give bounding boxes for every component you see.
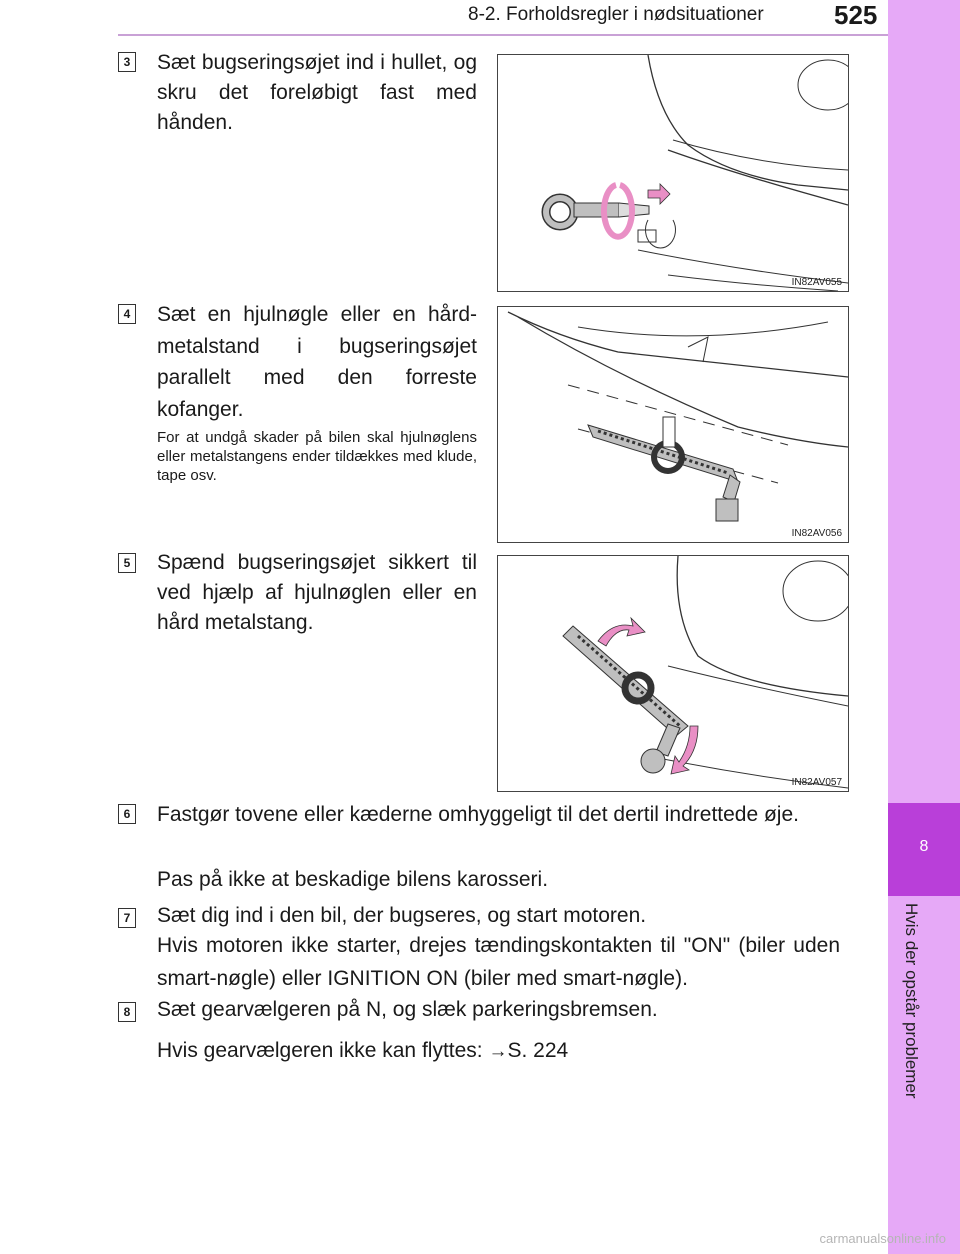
figure-code: IN82AV056 [791, 528, 842, 539]
tow-eye-insert-illustration [498, 55, 848, 291]
step-5-text: Spænd bugseringsøjet sikkert til ved hjælp af hjulnøglen eller en hård metalstang. [157, 551, 477, 634]
header-divider [118, 34, 888, 36]
figure-step-4 [497, 306, 849, 543]
page-reference-link[interactable]: S. 224 [507, 1039, 569, 1062]
step-4-text: Sæt en hjulnøgle eller en hård-metalstand i bugseringsøjet parallelt med den forreste kofanger. [157, 303, 477, 421]
step-6-extra: Pas på ikke at beskadige bilens karosseri. [157, 868, 549, 891]
step-4-note: For at undgå skader på bilen skal hjulnøglens eller metalstangens ender tildækkes med klude, tape osv. [157, 429, 477, 484]
tighten-tow-eye-illustration [498, 556, 848, 791]
step-number-3: 3 [118, 52, 136, 72]
step-number-7: 7 [118, 908, 136, 928]
step-number-4: 4 [118, 304, 136, 324]
section-title: 8-2. Forholdsregler i nødsituationer [468, 4, 764, 25]
step-8-text: Sæt gearvælgeren på N, og slæk parkeringsbremsen. [157, 998, 658, 1021]
wrench-in-tow-eye-illustration [498, 307, 848, 542]
step-7-text: Sæt dig ind i den bil, der bugseres, og start motoren. [157, 904, 647, 927]
figure-code: IN82AV055 [791, 277, 842, 288]
figure-step-3 [497, 54, 849, 292]
step-7-extra: Hvis motoren ikke starter, drejes tændingskontakten til "ON" (biler uden smart-nøgle) eller IGNITION ON (biler med smart-nøgle). [157, 934, 840, 990]
figure-step-5 [497, 555, 849, 792]
chapter-title: Hvis der opstår problemer [902, 903, 921, 1099]
step-8-extra-prefix: Hvis gearvælgeren ikke kan flyttes: [157, 1039, 483, 1062]
step-3-text: Sæt bugseringsøjet ind i hullet, og skru det foreløbigt fast med hånden. [157, 51, 477, 134]
page-number: 525 [834, 0, 878, 30]
step-number-6: 6 [118, 804, 136, 824]
step-6-text: Fastgør tovene eller kæderne omhyggeligt til det dertil indrettede øje. [157, 803, 799, 826]
step-8-extra [157, 1034, 568, 1068]
watermark: carmanualsonline.info [819, 1231, 946, 1246]
figure-code: IN82AV057 [791, 777, 842, 788]
step-number-8: 8 [118, 1002, 136, 1022]
step-number-5: 5 [118, 553, 136, 573]
chapter-number: 8 [919, 838, 929, 855]
page-reference-arrow-icon: → [488, 1041, 508, 1062]
